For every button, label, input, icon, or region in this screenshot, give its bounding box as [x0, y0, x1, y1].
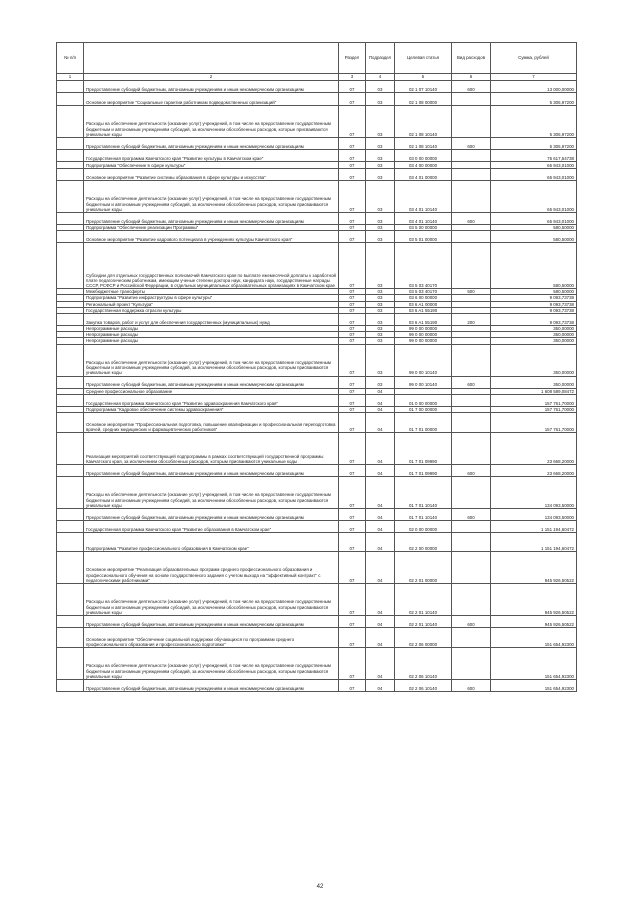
row-section: 07: [339, 584, 366, 616]
row-vr: [452, 106, 491, 138]
row-amount: 5 305,97200: [491, 138, 577, 150]
row-section: 07: [339, 314, 366, 326]
row-name: Расходы на обеспечение деятельности (оказание услуг) учреждений, в том числе на предоставление государственным бюджетным и автономным учреждениям субсидий, за исключением обособленных расходов, которые присваиваются уникальные коды: [84, 106, 339, 138]
row-section: 07: [339, 521, 366, 533]
row-name: Основное мероприятие "Обеспечение социальной поддержки обучающихся по программам среднего профессионального образования и профессионального подготовки": [84, 628, 339, 648]
column-index: 7: [491, 74, 577, 81]
row-target: 02 1 08 00000: [395, 93, 452, 106]
row-name: Государственная программа Камчатского края "Развитие здравоохранения Камчатского края": [84, 394, 339, 406]
row-name: Подпрограмма "Развитие профессионального образования в Камчатском крае": [84, 533, 339, 552]
row-amount: 23 668,20000: [491, 433, 577, 465]
row-number: [57, 465, 84, 477]
row-subsection: 03: [366, 344, 395, 376]
row-name: Расходы на обеспечение деятельности (оказание услуг) учреждений, в том числе на предоставление государственным бюджетным и автономным учреждениям субсидий, за исключением обособленных расходов, которым присваиваются уникальные коды: [84, 181, 339, 213]
table-row: [57, 213, 577, 225]
row-amount: 1 608 589,08472: [491, 388, 577, 394]
row-number: [57, 344, 84, 376]
row-name: Расходы на обеспечение деятельности (оказание услуг) учреждений, в том числе на предоставление государственным бюджетным и автономным учреждениям субсидий, за исключением обособленных расходов, которым присваиваются уникальные коды: [84, 584, 339, 616]
row-vr: 600: [452, 616, 491, 628]
row-name: Расходы на обеспечение деятельности (оказание услуг) учреждений, в том числе на предоставление государственным бюджетным и автономным учреждениям субсидий, за исключением обособленных расходов, которым присваиваются уникальные коды: [84, 648, 339, 680]
row-section: 07: [339, 628, 366, 648]
row-vr: 600: [452, 213, 491, 225]
table-row: [57, 477, 577, 509]
row-section: 07: [339, 477, 366, 509]
row-name: Предоставление субсидий бюджетным, автономным учреждениям и иным некоммерческим организациям: [84, 376, 339, 388]
row-section: 07: [339, 169, 366, 181]
row-section: 07: [339, 295, 366, 301]
row-name: Государственная программа Камчатского края "Развитие культуры в Камчатском крае": [84, 150, 339, 162]
row-vr: [452, 648, 491, 680]
row-subsection: 03: [366, 326, 395, 332]
row-amount: 134 093,50000: [491, 509, 577, 521]
row-target: 02 2 06 00000: [395, 628, 452, 648]
row-name: Предоставление субсидий бюджетным, автономным учреждениям и иным некоммерческим организациям: [84, 138, 339, 150]
row-target: 01 7 01 09990: [395, 465, 452, 477]
row-name: Подпрограмма "Развитие инфраструктуры в сфере культуры": [84, 295, 339, 301]
row-subsection: 04: [366, 477, 395, 509]
row-section: 07: [339, 344, 366, 376]
row-amount: 580,50000: [491, 231, 577, 243]
row-number: [57, 106, 84, 138]
row-amount: 65 943,01000: [491, 162, 577, 169]
row-target: 03 4 01 10140: [395, 181, 452, 213]
row-amount: 1 151 194,60472: [491, 521, 577, 533]
row-section: 07: [339, 680, 366, 692]
row-target: 03 5 00 00000: [395, 225, 452, 231]
row-section: 07: [339, 552, 366, 584]
row-target: 03 5 01 00000: [395, 231, 452, 243]
row-target: 02 2 01 10140: [395, 584, 452, 616]
row-amount: 157 761,70000: [491, 406, 577, 412]
row-amount: 945 926,50522: [491, 584, 577, 616]
table-row: [57, 106, 577, 138]
row-vr: 600: [452, 376, 491, 388]
table-row: [57, 394, 577, 406]
row-section: 07: [339, 338, 366, 344]
table-row: [57, 81, 577, 93]
row-vr: [452, 150, 491, 162]
row-subsection: 03: [366, 231, 395, 243]
table-row: [57, 169, 577, 181]
row-amount: 945 926,50522: [491, 616, 577, 628]
row-subsection: 03: [366, 307, 395, 313]
header-amount: Сумма, рублей: [491, 43, 577, 74]
row-amount: 350,00000: [491, 376, 577, 388]
column-index: 4: [366, 74, 395, 81]
row-number: [57, 150, 84, 162]
header-num: № п/п: [57, 43, 84, 74]
row-number: [57, 231, 84, 243]
row-target: 03 6 00 00000: [395, 295, 452, 301]
row-amount: 23 668,20000: [491, 465, 577, 477]
budget-table: [56, 42, 577, 692]
row-section: 07: [339, 81, 366, 93]
table-row: [57, 680, 577, 692]
row-section: 07: [339, 181, 366, 213]
row-subsection: 03: [366, 213, 395, 225]
table-row: [57, 616, 577, 628]
row-vr: [452, 433, 491, 465]
row-amount: 5 305,97200: [491, 106, 577, 138]
row-target: 02 2 06 10140: [395, 680, 452, 692]
row-target: 02 0 00 00000: [395, 521, 452, 533]
row-subsection: 03: [366, 376, 395, 388]
row-vr: [452, 521, 491, 533]
row-name: Закупка товаров, работ и услуг для обеспечения государственных (муниципальных) нужд: [84, 314, 339, 326]
row-amount: 1 151 194,60472: [491, 533, 577, 552]
row-name: Основное мероприятие "Социальные гарантии работникам подведомственных организаций": [84, 93, 339, 106]
row-subsection: 03: [366, 295, 395, 301]
row-name: Подпрограмма "Обеспечение реализации Программы": [84, 225, 339, 231]
row-target: 99 0 00 00000: [395, 326, 452, 332]
table-row: [57, 93, 577, 106]
table-row: [57, 376, 577, 388]
row-section: 07: [339, 433, 366, 465]
row-amount: 580,50000: [491, 289, 577, 295]
row-name: Предоставление субсидий бюджетным, автономным учреждениям и иным некоммерческим организациям: [84, 680, 339, 692]
row-target: 01 7 01 09990: [395, 433, 452, 465]
row-subsection: 04: [366, 406, 395, 412]
row-subsection: 04: [366, 648, 395, 680]
row-number: [57, 648, 84, 680]
column-index: 2: [84, 74, 339, 81]
row-vr: 600: [452, 465, 491, 477]
row-name: Предоставление субсидий бюджетным, автономным учреждениям и иным некоммерческим организациям: [84, 616, 339, 628]
row-name: Основное мероприятие "Профессиональная подготовка, повышение квалификации и профессиональная переподготовка врачей, средних медицинских и фармацевтических работников": [84, 413, 339, 433]
row-number: [57, 433, 84, 465]
row-name: Государственная поддержка отрасли культуры: [84, 307, 339, 313]
row-target: 99 0 00 00000: [395, 338, 452, 344]
row-subsection: 04: [366, 509, 395, 521]
row-section: 07: [339, 213, 366, 225]
row-number: [57, 584, 84, 616]
row-number: [57, 477, 84, 509]
column-index: 3: [339, 74, 366, 81]
row-name: Государственная программа Камчатского края "Развитие образования в Камчатском крае": [84, 521, 339, 533]
row-section: 07: [339, 616, 366, 628]
row-target: 01 7 00 00000: [395, 406, 452, 412]
row-target: 03 6 A1 00000: [395, 301, 452, 307]
row-section: 07: [339, 394, 366, 406]
row-number: [57, 314, 84, 326]
row-section: 07: [339, 376, 366, 388]
row-amount: 151 654,92300: [491, 680, 577, 692]
row-target: 03 6 A1 55190: [395, 307, 452, 313]
table-header-row: [57, 43, 577, 74]
row-amount: 151 654,92300: [491, 648, 577, 680]
row-number: [57, 533, 84, 552]
row-vr: [452, 628, 491, 648]
row-vr: [452, 231, 491, 243]
row-amount: 945 926,50522: [491, 552, 577, 584]
row-amount: 157 761,70000: [491, 413, 577, 433]
row-amount: 65 943,01000: [491, 181, 577, 213]
row-subsection: 03: [366, 169, 395, 181]
row-vr: [452, 533, 491, 552]
row-name: Расходы на обеспечение деятельности (оказание услуг) учреждений, в том числе на предоставление государственным бюджетным и автономным учреждениям субсидий, за исключением обособленных расходов, которым присваиваются уникальные коды: [84, 477, 339, 509]
row-target: 02 2 06 10140: [395, 648, 452, 680]
row-section: 07: [339, 465, 366, 477]
row-subsection: 04: [366, 465, 395, 477]
row-subsection: 03: [366, 225, 395, 231]
row-name: Реализация мероприятий соответствующей подпрограммы в рамках соответствующей государственной программы Камчатского края, за исключением обособленных расходов, которым присваиваются уникальные коды: [84, 433, 339, 465]
table-row: [57, 509, 577, 521]
row-subsection: 03: [366, 106, 395, 138]
row-subsection: 03: [366, 243, 395, 289]
row-section: 07: [339, 289, 366, 295]
row-target: 01 7 01 10140: [395, 509, 452, 521]
row-subsection: 03: [366, 332, 395, 338]
row-vr: 200: [452, 314, 491, 326]
row-number: [57, 680, 84, 692]
table-row: [57, 584, 577, 616]
row-section: 07: [339, 509, 366, 521]
row-amount: 9 093,73738: [491, 307, 577, 313]
row-subsection: 04: [366, 680, 395, 692]
header-subsection: Подраздел: [366, 43, 395, 74]
row-number: [57, 169, 84, 181]
row-name: Основное мероприятие "Развитие кадрового потенциала в учреждениях культуры Камчатского края": [84, 231, 339, 243]
row-vr: [452, 181, 491, 213]
row-section: 07: [339, 106, 366, 138]
row-target: 03 4 00 00000: [395, 162, 452, 169]
row-section: 07: [339, 388, 366, 394]
row-name: Предоставление субсидий бюджетным, автономным учреждениям и иным некоммерческим организациям: [84, 509, 339, 521]
row-name: Предоставление субсидий бюджетным, автономным учреждениям и иным некоммерческим организациям: [84, 465, 339, 477]
row-amount: 5 305,97200: [491, 93, 577, 106]
row-name: Подпрограмма "Кадровое обеспечение системы здравоохранения": [84, 406, 339, 412]
row-section: 07: [339, 93, 366, 106]
table-row: [57, 521, 577, 533]
row-vr: [452, 93, 491, 106]
row-subsection: 04: [366, 533, 395, 552]
column-index: 5: [395, 74, 452, 81]
row-subsection: 03: [366, 338, 395, 344]
table-row: [57, 181, 577, 213]
row-amount: 75 617,54738: [491, 150, 577, 162]
row-target: 01 7 01 00000: [395, 413, 452, 433]
row-name: Среднее профессиональное образование: [84, 388, 339, 394]
row-name: Подпрограмма "Обеспечение в сфере культуры": [84, 162, 339, 169]
row-section: 07: [339, 326, 366, 332]
table-body: [57, 81, 577, 692]
table-row: [57, 150, 577, 162]
table-row: [57, 413, 577, 433]
row-target: 03 6 A1 55190: [395, 314, 452, 326]
row-section: 07: [339, 150, 366, 162]
row-amount: 157 761,70000: [491, 394, 577, 406]
table-row: [57, 231, 577, 243]
column-index: 6: [452, 74, 491, 81]
row-target: 02 2 01 10140: [395, 616, 452, 628]
row-subsection: 03: [366, 81, 395, 93]
row-name: Основное мероприятие "Реализация образовательных программ среднего профессионального образования и профессионального обучения на основе государственного задания с учетом выхода на "эффективный контракт" с педагогическими работниками": [84, 552, 339, 584]
row-subsection: 03: [366, 181, 395, 213]
row-section: 07: [339, 533, 366, 552]
row-subsection: 04: [366, 433, 395, 465]
row-name: Непрограммные расходы: [84, 338, 339, 344]
row-number: [57, 413, 84, 433]
row-vr: [452, 584, 491, 616]
row-vr: [452, 243, 491, 289]
row-number: [57, 93, 84, 106]
row-number: [57, 628, 84, 648]
row-target: 02 2 00 00000: [395, 533, 452, 552]
row-target: 99 0 00 00000: [395, 332, 452, 338]
row-subsection: 04: [366, 521, 395, 533]
page-number: 42: [316, 884, 324, 890]
row-target: 03 4 01 10140: [395, 213, 452, 225]
row-subsection: 03: [366, 150, 395, 162]
row-target: 03 4 01 00000: [395, 169, 452, 181]
header-section: Раздел: [339, 43, 366, 74]
row-target: 02 1 08 10140: [395, 138, 452, 150]
row-number: [57, 213, 84, 225]
row-vr: [452, 477, 491, 509]
row-target: 99 0 00 10140: [395, 344, 452, 376]
row-target: 02 1 08 10140: [395, 106, 452, 138]
table-row: [57, 552, 577, 584]
row-name: Предоставление субсидий бюджетным, автономным учреждениям и иным некоммерческим организациям: [84, 213, 339, 225]
row-vr: 600: [452, 680, 491, 692]
row-target: 02 1 07 10140: [395, 81, 452, 93]
row-subsection: 04: [366, 616, 395, 628]
row-target: 01 0 00 00000: [395, 394, 452, 406]
row-number: [57, 394, 84, 406]
row-vr: [452, 162, 491, 169]
table-row: [57, 628, 577, 648]
row-target: 03 5 03 40170: [395, 243, 452, 289]
table-row: [57, 433, 577, 465]
row-vr: 500: [452, 289, 491, 295]
row-subsection: 03: [366, 301, 395, 307]
row-vr: [452, 394, 491, 406]
table-row: [57, 344, 577, 376]
row-section: 07: [339, 332, 366, 338]
row-number: [57, 376, 84, 388]
row-target: 01 7 01 10140: [395, 477, 452, 509]
row-target: 03 5 03 40170: [395, 289, 452, 295]
row-name: Непрограммные расходы: [84, 326, 339, 332]
row-section: 07: [339, 225, 366, 231]
row-section: 07: [339, 307, 366, 313]
row-number: [57, 162, 84, 169]
row-section: 07: [339, 243, 366, 289]
row-name: Региональный проект "Культура": [84, 301, 339, 307]
row-subsection: 04: [366, 394, 395, 406]
row-subsection: 04: [366, 388, 395, 394]
row-amount: 350,00000: [491, 332, 577, 338]
row-section: 07: [339, 138, 366, 150]
table-row: [57, 138, 577, 150]
row-vr: [452, 413, 491, 433]
row-name: Непрограммные расходы: [84, 332, 339, 338]
column-index: 1: [57, 74, 84, 81]
row-section: 07: [339, 231, 366, 243]
row-name: Субсидии для отдельных государственных полномочий Камчатского края по выплате ежемесячной доплаты к заработной плате педагогическим работникам, имеющим ученые степени доктора наук, кандидата наук, государственные награды СССР, РСФСР и Российской Федерации, в отдельных муниципальных образовательных организациях в Камчатском крае: [84, 243, 339, 289]
row-target: 03 0 00 00000: [395, 150, 452, 162]
row-subsection: 03: [366, 138, 395, 150]
row-subsection: 03: [366, 314, 395, 326]
row-subsection: 03: [366, 289, 395, 295]
row-section: 07: [339, 162, 366, 169]
row-section: 07: [339, 413, 366, 433]
row-name: Предоставление субсидий бюджетным, автономным учреждениям и иным некоммерческим организациям: [84, 81, 339, 93]
row-amount: 350,00000: [491, 344, 577, 376]
row-subsection: 04: [366, 628, 395, 648]
row-target: 99 0 00 10140: [395, 376, 452, 388]
row-number: [57, 509, 84, 521]
row-section: 07: [339, 301, 366, 307]
row-vr: 600: [452, 138, 491, 150]
row-subsection: 04: [366, 552, 395, 584]
row-amount: 580,50000: [491, 225, 577, 231]
row-subsection: 04: [366, 413, 395, 433]
table-row: [57, 162, 577, 169]
row-subsection: 04: [366, 584, 395, 616]
row-number: [57, 521, 84, 533]
row-section: 07: [339, 406, 366, 412]
table-row: [57, 465, 577, 477]
row-section: 07: [339, 648, 366, 680]
row-amount: 151 654,92300: [491, 628, 577, 648]
row-amount: 9 093,73738: [491, 301, 577, 307]
row-name: Основное мероприятие "Развитие системы образования в сфере культуры и искусства": [84, 169, 339, 181]
row-number: [57, 181, 84, 213]
row-amount: 580,50000: [491, 243, 577, 289]
row-number: [57, 616, 84, 628]
row-amount: 9 093,73738: [491, 295, 577, 301]
header-name: [84, 43, 339, 74]
row-number: [57, 243, 84, 289]
row-vr: [452, 552, 491, 584]
row-amount: 350,00000: [491, 338, 577, 344]
row-target: 02 2 01 00000: [395, 552, 452, 584]
row-vr: 600: [452, 509, 491, 521]
row-name: Расходы на обеспечение деятельности (оказание услуг) учреждений, в том числе на предоставление государственным бюджетным и автономным учреждениям субсидий, за исключением обособленных расходов, которым присваиваются уникальные коды: [84, 344, 339, 376]
row-amount: 350,00000: [491, 326, 577, 332]
column-index-row: [57, 74, 577, 81]
row-amount: 9 093,73738: [491, 314, 577, 326]
table-row: [57, 243, 577, 289]
table-row: [57, 648, 577, 680]
header-target: Целевая статья: [395, 43, 452, 74]
row-vr: [452, 344, 491, 376]
row-amount: 65 943,01000: [491, 213, 577, 225]
row-amount: 13 000,00000: [491, 81, 577, 93]
row-vr: 600: [452, 81, 491, 93]
row-number: [57, 552, 84, 584]
row-subsection: 03: [366, 93, 395, 106]
row-number: [57, 81, 84, 93]
table-row: [57, 314, 577, 326]
row-amount: 134 093,50000: [491, 477, 577, 509]
row-name: Межбюджетные трансферты: [84, 289, 339, 295]
row-amount: 65 943,01000: [491, 169, 577, 181]
table-row: [57, 533, 577, 552]
row-subsection: 03: [366, 162, 395, 169]
row-vr: [452, 169, 491, 181]
row-number: [57, 138, 84, 150]
header-vr: Вид расходов: [452, 43, 491, 74]
